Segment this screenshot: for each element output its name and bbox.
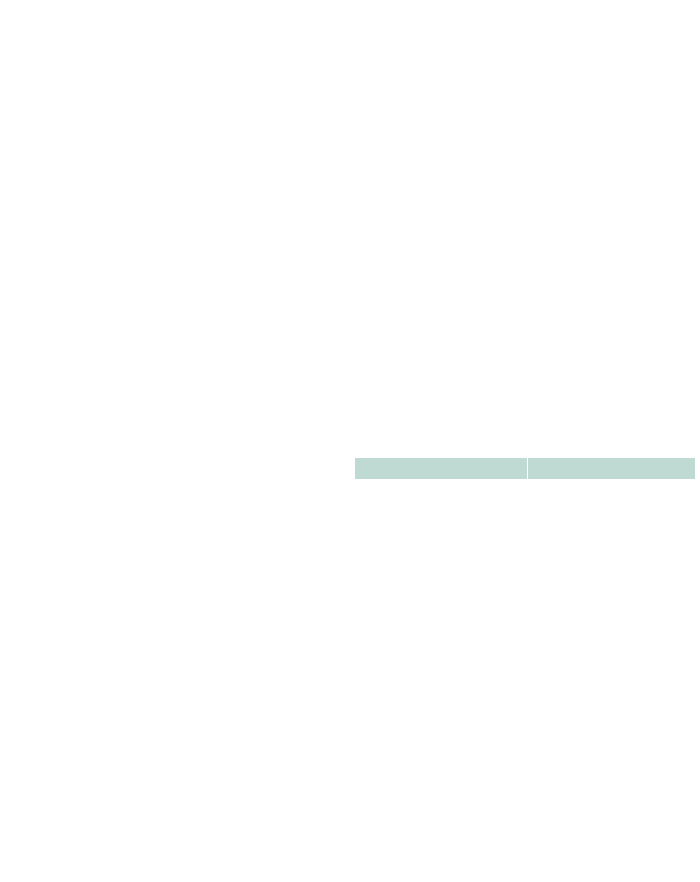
table3-header-current [355,458,527,479]
main-table [30,20,659,443]
section-auxiliary-circuit [10,452,340,456]
busbar-selection-table [355,458,695,479]
table3-header-spec [528,458,695,479]
section-busbar [355,452,695,487]
